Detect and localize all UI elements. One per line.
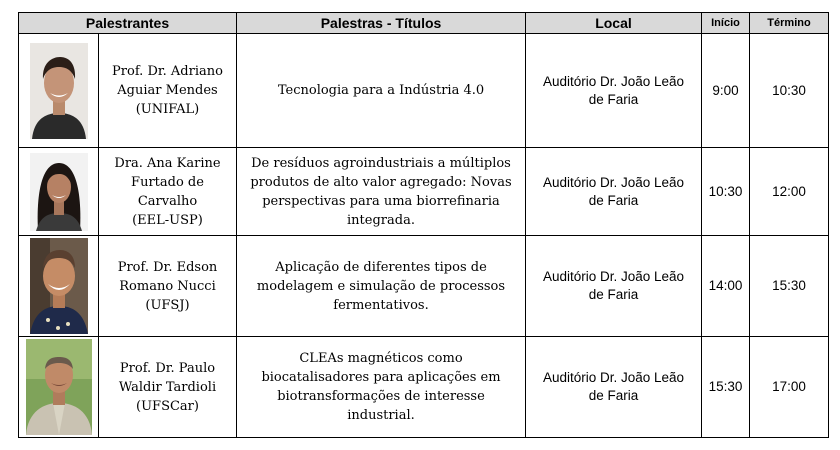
- name-line: Romano Nucci: [119, 278, 216, 294]
- location-line: de Faria: [588, 192, 639, 208]
- title-line: integrada.: [347, 212, 415, 228]
- name-line: (EEL-USP): [132, 212, 203, 228]
- table-row: [19, 34, 829, 148]
- location-line: de Faria: [588, 287, 639, 302]
- speaker-name: [99, 34, 237, 148]
- title-line: biotransformações de interesse: [277, 389, 485, 404]
- photo-cell: [19, 236, 99, 337]
- location-line: Auditório Dr. João Leão: [542, 174, 685, 190]
- speaker-photo: [30, 153, 88, 231]
- title-line: modelagem e simulação de processos: [256, 278, 506, 294]
- header-speakers: Palestrantes: [19, 13, 237, 34]
- start-time: 9:00: [702, 34, 750, 148]
- title-line: fermentativos.: [333, 297, 429, 313]
- photo-cell: [19, 34, 99, 148]
- talk-title: [237, 34, 526, 148]
- photo-cell: [19, 148, 99, 236]
- table-row: [19, 148, 829, 236]
- name-line: (UNIFAL): [135, 102, 200, 117]
- speaker-name: [99, 148, 237, 236]
- talk-location: [526, 236, 702, 337]
- location-line: Auditório Dr. João Leão: [542, 269, 685, 284]
- title-line: perspectivas para uma biorrefinaria: [262, 193, 500, 209]
- schedule-table: [18, 12, 829, 438]
- name-line: Furtado de: [131, 174, 204, 190]
- header-end: Término: [750, 13, 829, 34]
- title-line: Tecnologia para a Indústria 4.0: [277, 83, 485, 98]
- name-line: Waldir Tardioli: [118, 379, 217, 395]
- photo-cell: [19, 337, 99, 438]
- header-start: Início: [702, 13, 750, 34]
- name-line: Dra. Ana Karine: [114, 155, 221, 171]
- speaker-photo: [30, 238, 88, 334]
- location-line: Auditório Dr. João Leão: [542, 370, 685, 385]
- name-line: (UFSJ): [145, 297, 190, 313]
- talk-location: [526, 337, 702, 438]
- location-line: Auditório Dr. João Leão: [542, 73, 685, 89]
- talk-title: [237, 148, 526, 236]
- title-line: biocatalisadores para aplicações em: [261, 370, 501, 385]
- name-line: (UFSCar): [136, 398, 199, 414]
- end-time: 10:30: [750, 34, 829, 148]
- start-time: 10:30: [702, 148, 750, 236]
- speaker-name: [99, 236, 237, 337]
- speaker-photo: [26, 339, 92, 435]
- name-line: Prof. Dr. Paulo: [119, 360, 216, 376]
- speaker-photo: [30, 43, 88, 139]
- header-titles: Palestras - Títulos: [237, 13, 526, 34]
- speaker-name: [99, 337, 237, 438]
- talk-location: [526, 34, 702, 148]
- end-time: 15:30: [750, 236, 829, 337]
- title-line: Aplicação de diferentes tipos de: [275, 259, 487, 275]
- title-line: De resíduos agroindustriais a múltiplos: [251, 155, 511, 171]
- title-line: industrial.: [347, 408, 415, 423]
- end-time: 17:00: [750, 337, 829, 438]
- header-location: Local: [526, 13, 702, 34]
- talk-location: [526, 148, 702, 236]
- talk-title: [237, 337, 526, 438]
- header-row: [19, 13, 829, 34]
- location-line: de Faria: [588, 91, 639, 107]
- table-row: [19, 337, 829, 438]
- name-line: Aguiar Mendes: [117, 83, 218, 98]
- title-line: produtos de alto valor agregado: Novas: [250, 174, 512, 190]
- table-row: [19, 236, 829, 337]
- start-time: 14:00: [702, 236, 750, 337]
- end-time: 12:00: [750, 148, 829, 236]
- talk-title: [237, 236, 526, 337]
- start-time: 15:30: [702, 337, 750, 438]
- title-line: CLEAs magnéticos como: [299, 351, 463, 366]
- name-line: Prof. Dr. Edson: [117, 259, 218, 275]
- name-line: Carvalho: [137, 193, 198, 209]
- location-line: de Faria: [588, 388, 639, 403]
- name-line: Prof. Dr. Adriano: [112, 64, 223, 79]
